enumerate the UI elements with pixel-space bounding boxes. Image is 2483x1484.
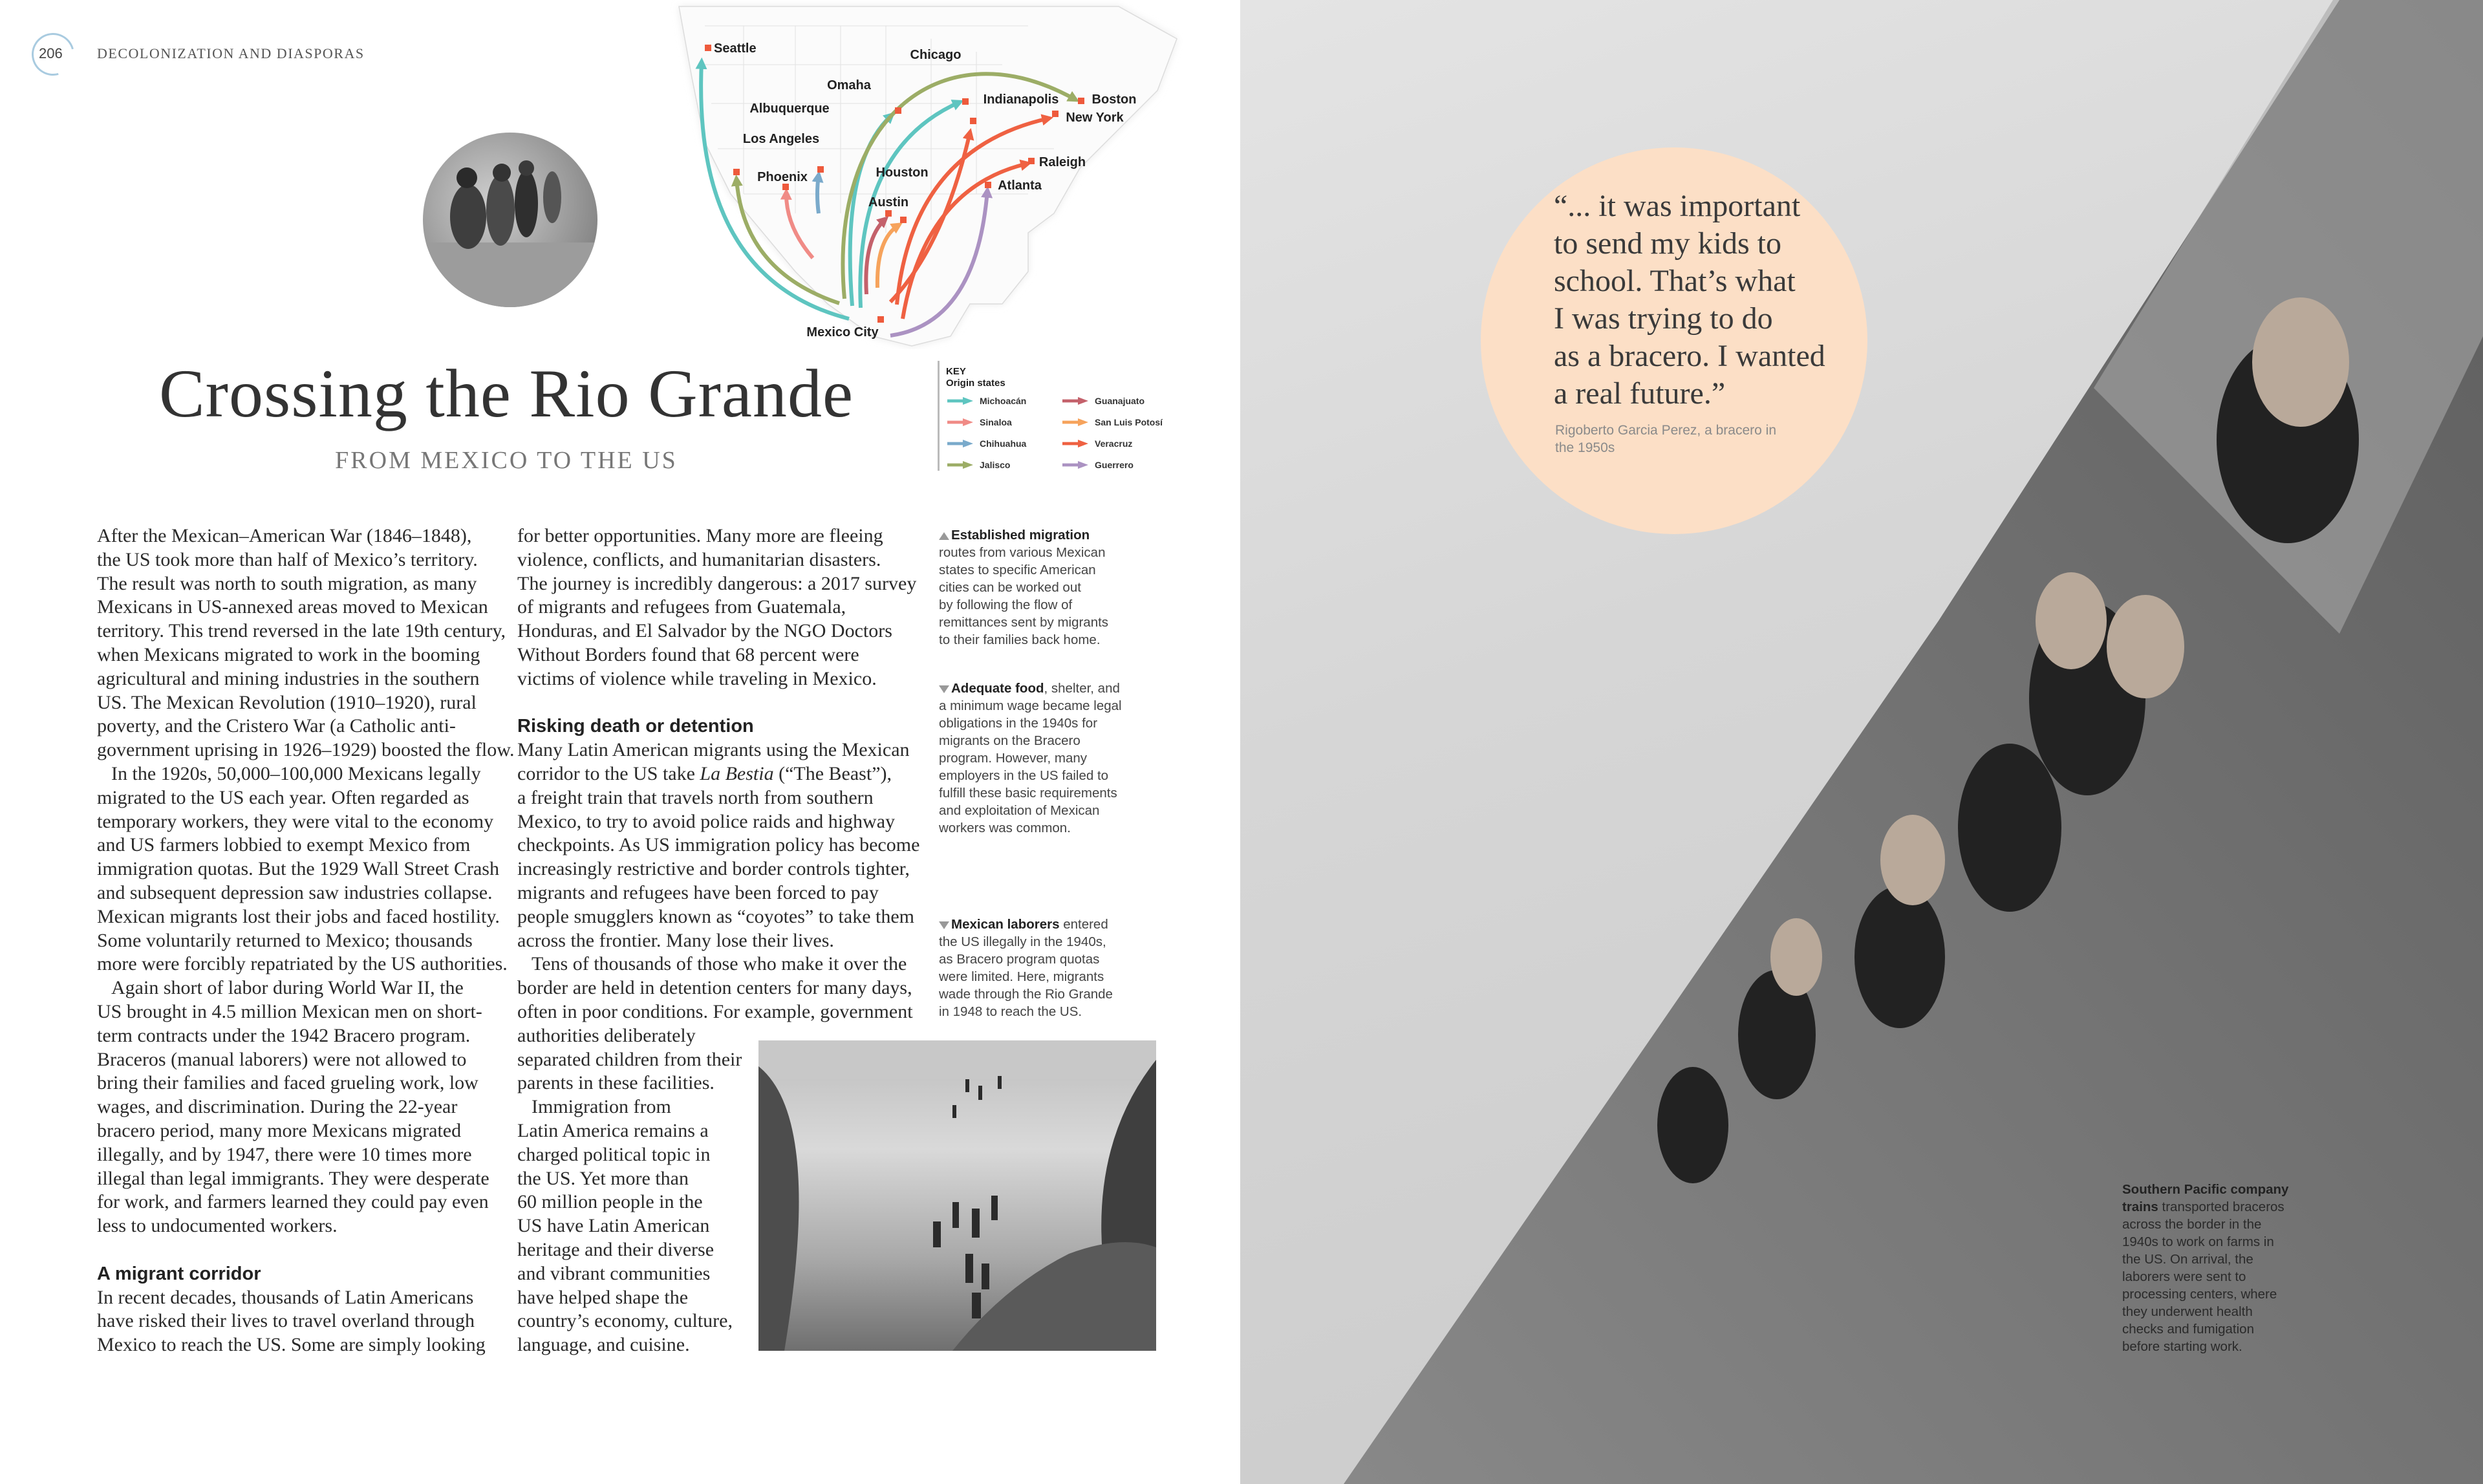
text-line: authorities deliberately (517, 1024, 696, 1046)
text-span: corridor to the US take (517, 763, 700, 784)
text-line: government uprising in 1926–1929) boosted the flow. (97, 739, 515, 761)
text-line (2122, 1181, 2288, 1198)
key-item (1062, 437, 1132, 450)
city-marker (985, 182, 991, 188)
quote-line: as a bracero. I wanted (1554, 339, 1825, 373)
bold-lead-in: Southern Pacific company (2122, 1182, 2289, 1197)
city-marker (895, 107, 901, 114)
arrow-icon (1062, 418, 1088, 426)
left-page (0, 0, 1240, 1484)
text-line: increasingly restrictive and border controls tighter, (517, 858, 910, 880)
text-line: poverty, and the Cristero War (a Catholic anti- (97, 715, 456, 737)
text-line (939, 680, 1120, 697)
text-line: cities can be worked out (939, 580, 1081, 595)
key-label: Michoacán (980, 396, 1027, 406)
city-label: Mexico City (806, 325, 879, 339)
text-line (939, 526, 1090, 544)
text-line: In the 1920s, 50,000–100,000 Mexicans legally (111, 763, 481, 784)
section-heading (517, 714, 754, 738)
text-line: remittances sent by migrants (939, 615, 1109, 630)
text-line: less to undocumented workers. (97, 1215, 338, 1237)
text-line: checks and fumigation (2122, 1322, 2254, 1337)
text-span: , shelter, and (1044, 681, 1120, 696)
text-line: wade through the Rio Grande (939, 987, 1113, 1002)
city-label: Seattle (714, 41, 757, 56)
caption-adequate-food (939, 680, 1133, 848)
italic-text: La Bestia (700, 763, 774, 784)
city-marker (877, 316, 884, 323)
text-line: language, and cuisine. (517, 1334, 690, 1356)
text-line: temporary workers, they were vital to the economy (97, 810, 494, 832)
city-label: Atlanta (998, 178, 1042, 193)
text-line: fulfill these basic requirements (939, 786, 1117, 801)
text-line: migrated to the US each year. Often regarded as (97, 786, 469, 808)
key-label: Guerrero (1095, 460, 1134, 470)
city-marker (970, 118, 976, 124)
text-line: the US. On arrival, the (2122, 1252, 2253, 1267)
city-marker (782, 184, 789, 190)
text-line: program. However, many (939, 751, 1088, 766)
city-label: Boston (1091, 92, 1137, 107)
text-line: states to specific American (939, 563, 1096, 577)
text-line: Braceros (manual laborers) were not allowed to (97, 1048, 467, 1070)
text-line: term contracts under the 1942 Bracero program. (97, 1024, 471, 1046)
city-label: Indianapolis (983, 92, 1059, 107)
quote-line: school. That’s what (1554, 264, 1796, 298)
city-marker (962, 98, 969, 105)
key-item (1062, 458, 1134, 471)
text-line: workers was common. (939, 821, 1071, 835)
quote-line: “... it was important (1554, 189, 1801, 223)
bold-lead-in: Established migration (951, 528, 1090, 543)
city-marker (885, 210, 892, 217)
attribution-line: Rigoberto Garcia Perez, a bracero in (1555, 423, 1776, 438)
arrow-icon (1062, 461, 1088, 469)
text-line: immigration quotas. But the 1929 Wall Street Crash (97, 858, 499, 880)
arrow-icon (1062, 397, 1088, 405)
text-line: they underwent health (2122, 1304, 2253, 1319)
text-line: and subsequent depression saw industries collapse. (97, 882, 493, 903)
text-line: The journey is incredibly dangerous: a 2017 survey (517, 572, 917, 594)
pointer-triangle-down-icon (939, 921, 949, 929)
pointer-triangle-up-icon (939, 532, 949, 540)
text-line: The result was north to south migration, as many (97, 572, 477, 594)
text-line: when Mexicans migrated to work in the booming (97, 644, 480, 665)
text-line: After the Mexican–American War (1846–1848), (97, 525, 472, 546)
city-label: Raleigh (1038, 155, 1086, 169)
text-line: Tens of thousands of those who make it over the (532, 953, 907, 975)
quote-line: to send my kids to (1554, 226, 1782, 261)
text-line: Some voluntarily returned to Mexico; thousands (97, 929, 473, 951)
city-marker (1052, 111, 1059, 117)
arrow-icon (1062, 440, 1088, 447)
caption-established-migration (939, 526, 1133, 656)
city-label: Chicago (910, 48, 962, 62)
page-subtitle: FROM MEXICO TO THE US (335, 447, 678, 474)
text-line: violence, conflicts, and humanitarian disasters. (517, 548, 881, 570)
key-label: Veracruz (1095, 438, 1133, 449)
text-line: agricultural and mining industries in the southern (97, 667, 480, 689)
text-line: processing centers, where (2122, 1287, 2277, 1302)
text-line: Latin America remains a (517, 1120, 709, 1141)
key-label: Guanajuato (1095, 396, 1145, 406)
pull-quote (1554, 188, 1825, 413)
text-line: US brought in 4.5 million Mexican men on short- (97, 1001, 482, 1022)
text-line: victims of violence while traveling in Mexico. (517, 667, 877, 689)
text-line: in 1948 to reach the US. (939, 1004, 1082, 1019)
key-label: Chihuahua (980, 438, 1027, 449)
text-line: charged political topic in (517, 1143, 711, 1165)
text-line (2122, 1198, 2284, 1216)
text-line: and exploitation of Mexican (939, 803, 1100, 818)
city-marker (1078, 98, 1084, 104)
text-line: illegally, and by 1947, there were 10 times more (97, 1143, 472, 1165)
text-line: were limited. Here, migrants (939, 969, 1104, 984)
text-line: before starting work. (2122, 1339, 2242, 1354)
text-line: across the frontier. Many lose their lives. (517, 929, 834, 951)
pointer-triangle-down-icon (939, 685, 949, 693)
text-line: Again short of labor during World War II, the (111, 977, 464, 999)
text-line: territory. This trend reversed in the late 19th century, (97, 620, 506, 642)
text-line: bring their families and faced grueling work, low (97, 1072, 478, 1094)
quote-line: a real future.” (1554, 376, 1726, 411)
text-line: 1940s to work on farms in (2122, 1234, 2274, 1249)
text-line: parents in these facilities. (517, 1072, 715, 1094)
text-line: separated children from their (517, 1048, 742, 1070)
text-line: Immigration from (532, 1096, 671, 1118)
text-line: US have Latin American (517, 1215, 710, 1237)
key-subtitle: Origin states (946, 378, 1005, 389)
text-line: laborers were sent to (2122, 1269, 2246, 1284)
caption-southern-pacific-trains (2122, 1181, 2316, 1375)
text-line: wages, and discrimination. During the 22-year (97, 1096, 458, 1118)
section-heading-text: A migrant corridor (97, 1263, 261, 1284)
text-line: obligations in the 1940s for (939, 716, 1098, 731)
bold-lead-in: trains (2122, 1199, 2158, 1214)
text-line: for better opportunities. Many more are fleeing (517, 525, 883, 546)
city-label: New York (1066, 111, 1124, 125)
city-label: Phoenix (757, 170, 808, 184)
migration-map (666, 0, 1183, 349)
text-line: the US took more than half of Mexico’s territory. (97, 548, 478, 570)
city-label: Los Angeles (742, 132, 820, 146)
text-line: have helped shape the (517, 1286, 689, 1308)
text-line: the US illegally in the 1940s, (939, 934, 1106, 949)
text-line: country’s economy, culture, (517, 1310, 733, 1332)
key-label: San Luis Potosí (1095, 417, 1163, 427)
text-line: and US farmers lobbied to exempt Mexico from (97, 834, 471, 856)
text-line: as Bracero program quotas (939, 952, 1100, 967)
text-line: across the border in the (2122, 1217, 2262, 1232)
quote-attribution (1555, 422, 1776, 457)
text-span: (“The Beast”), (773, 763, 892, 784)
city-marker (1028, 158, 1035, 164)
text-line: heritage and their diverse (517, 1239, 715, 1260)
text-line: a minimum wage became legal (939, 698, 1122, 713)
text-line: Many Latin American migrants using the Mexican (517, 739, 910, 761)
attribution-line: the 1950s (1555, 440, 1615, 455)
text-line: migrants and refugees have been forced to pay (517, 882, 879, 903)
migration-route-arrow (817, 175, 819, 213)
city-marker (733, 169, 740, 175)
text-line: checkpoints. As US immigration policy has become (517, 834, 920, 856)
text-line: more were forcibly repatriated by the US authorities. (97, 953, 508, 975)
text-line: bracero period, many more Mexicans migrated (97, 1120, 462, 1141)
text-line: In recent decades, thousands of Latin Americans (97, 1286, 474, 1308)
bold-lead-in: Mexican laborers (951, 917, 1060, 932)
text-line: Honduras, and El Salvador by the NGO Doctors (517, 620, 892, 642)
text-line: for work, and farmers learned they could pay even (97, 1191, 489, 1213)
text-line: employers in the US failed to (939, 768, 1109, 783)
city-label: Omaha (827, 78, 871, 92)
text-line: by following the flow of (939, 597, 1073, 612)
city-label: Austin (868, 195, 909, 210)
rio-grande-photo (758, 1040, 1156, 1351)
text-line: illegal than legal immigrants. They were desperate (97, 1167, 489, 1189)
text-line: Mexican migrants lost their jobs and faced hostility. (97, 905, 500, 927)
braceros-circle-photo (423, 133, 597, 307)
bold-lead-in: Adequate food (951, 681, 1044, 696)
text-line: of migrants and refugees from Guatemala, (517, 596, 846, 618)
city-label: Albuquerque (749, 102, 830, 116)
quote-line: I was trying to do (1554, 301, 1773, 336)
section-heading (97, 1262, 261, 1285)
page-title: Crossing the Rio Grande (158, 356, 854, 431)
text-line: and vibrant communities (517, 1262, 711, 1284)
page-number: 206 (39, 45, 63, 61)
text-line: people smugglers known as “coyotes” to take them (517, 905, 915, 927)
text-line: routes from various Mexican (939, 545, 1106, 560)
bracero-train-photo (1240, 0, 2483, 1484)
running-head: DECOLONIZATION AND DIASPORAS (97, 45, 365, 61)
city-marker (817, 166, 824, 173)
text-span: entered (1059, 917, 1108, 932)
text-line: often in poor conditions. For example, government (517, 1001, 913, 1022)
key-item (1062, 394, 1145, 407)
text-line: have risked their lives to travel overland through (97, 1310, 475, 1332)
text-line: to their families back home. (939, 632, 1101, 647)
text-line (939, 916, 1108, 933)
city-label: Houston (876, 166, 929, 180)
text-line: border are held in detention centers for many days, (517, 977, 912, 999)
text-line: Mexico, to try to avoid police raids and highway (517, 810, 896, 832)
text-line: Without Borders found that 68 percent were (517, 644, 859, 665)
city-marker (705, 45, 711, 51)
text-line: US. The Mexican Revolution (1910–1920), rural (97, 691, 477, 713)
key-item (1062, 416, 1163, 429)
section-heading-text: Risking death or detention (517, 716, 754, 737)
city-marker (900, 217, 907, 223)
body-column-1 (97, 524, 515, 1364)
text-line: Mexicans in US-annexed areas moved to Mexican (97, 596, 488, 618)
text-line (517, 762, 892, 786)
text-line: a freight train that travels north from southern (517, 786, 874, 808)
key-label: Jalisco (980, 460, 1011, 470)
caption-mexican-laborers (939, 916, 1133, 1032)
text-span: transported braceros (2158, 1199, 2284, 1214)
text-line: Mexico to reach the US. Some are simply looking (97, 1334, 486, 1356)
key-title: KEY (946, 366, 966, 377)
text-line: migrants on the Bracero (939, 733, 1080, 748)
text-line: the US. Yet more than (517, 1167, 689, 1189)
key-label: Sinaloa (980, 417, 1012, 427)
text-line: 60 million people in the (517, 1191, 703, 1213)
